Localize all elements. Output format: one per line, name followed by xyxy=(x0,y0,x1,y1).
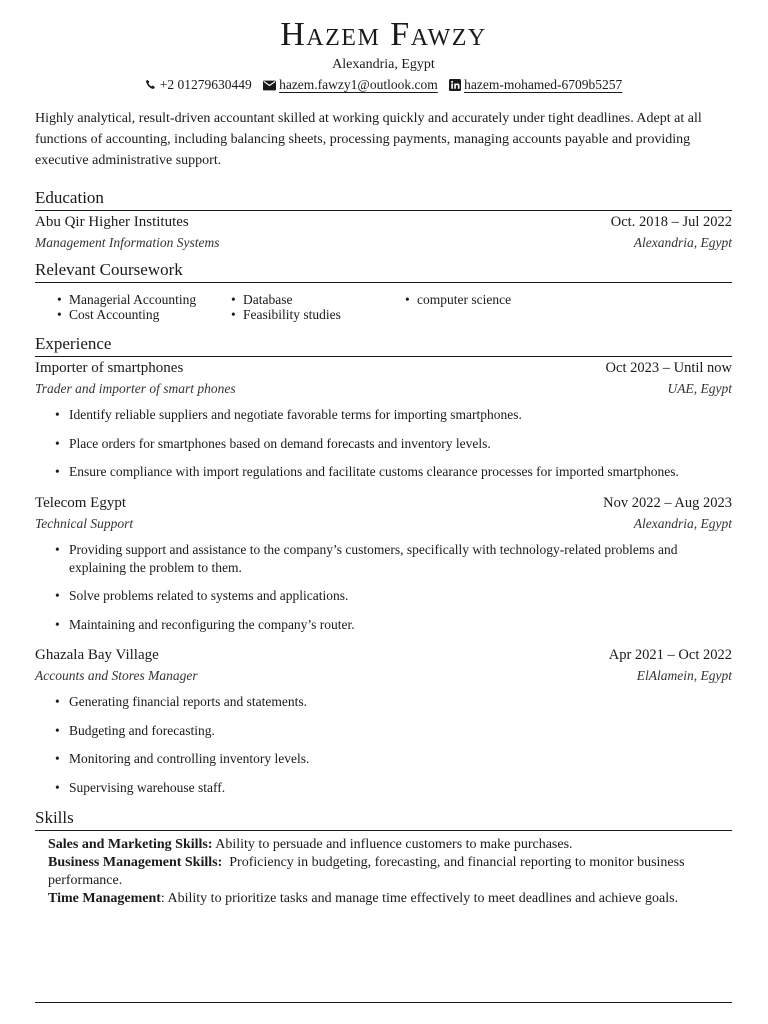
contact-line xyxy=(35,75,732,95)
job-place: Alexandria, Egypt xyxy=(633,515,732,531)
skill-item xyxy=(48,836,732,854)
course-item: • Database xyxy=(231,292,405,307)
job-place: ElAlamein, Egypt xyxy=(636,668,732,683)
bullet-item: • Supervising warehouse staff. xyxy=(55,779,732,797)
email-link[interactable]: hazem.fawzy1@outlook.com xyxy=(279,77,438,92)
bullet-item: • Ensure compliance with import regulations and facilitate customs clearance processes for imported smartphones. xyxy=(55,463,732,481)
job-organization: Telecom Egypt xyxy=(35,494,127,511)
job-bullets xyxy=(55,406,732,481)
job-entry xyxy=(35,492,732,634)
experience-heading: Experience xyxy=(35,333,732,357)
job-role: Technical Support xyxy=(35,515,134,531)
job-bullets xyxy=(55,541,732,634)
bullet-item: • Budgeting and forecasting. xyxy=(55,722,732,740)
bullet-item: • Generating financial reports and statements. xyxy=(55,693,732,711)
skill-item xyxy=(48,854,732,890)
bullet-item: • Place orders for smartphones based on demand forecasts and inventory levels. xyxy=(55,435,732,453)
job-bullets xyxy=(55,693,732,797)
course-item: • computer science xyxy=(405,292,579,307)
job-entry xyxy=(35,357,732,481)
education-heading: Education xyxy=(35,187,732,211)
bullet-item: • Monitoring and controlling inventory levels. xyxy=(55,750,732,768)
job-entry xyxy=(35,644,732,797)
candidate-name: Hazem Fawzy xyxy=(280,16,487,53)
job-dates: Oct 2023 – Until now xyxy=(605,360,732,376)
job-organization: Ghazala Bay Village xyxy=(35,647,159,663)
linkedin-icon xyxy=(449,79,461,91)
bullet-item: • Maintaining and reconfiguring the company’s router. xyxy=(55,616,732,634)
course-item: • Feasibility studies xyxy=(231,307,405,322)
envelope-icon xyxy=(263,80,276,91)
job-organization: Importer of smartphones xyxy=(35,360,184,376)
course-item: • Managerial Accounting xyxy=(57,292,231,307)
professional-summary: Highly analytical, result-driven accountant skilled at working quickly and accurately under tight deadlines. Adept at all functions of accounting, including balancing sheets, processing payments, managing accounts payable and providing executive administrative support. xyxy=(35,111,702,168)
bullet-item: • Solve problems related to systems and applications. xyxy=(55,587,732,605)
phone-icon xyxy=(145,79,157,91)
skills-heading: Skills xyxy=(35,807,732,831)
skill-text: : Ability to prioritize tasks and manage time effectively to meet deadlines and achieve goals. xyxy=(160,891,679,906)
linkedin-contact[interactable] xyxy=(449,75,622,95)
bullet-item: • Providing support and assistance to the company’s customers, specifically with technology-related problems and explaining the problem to them. xyxy=(55,541,732,577)
candidate-location: Alexandria, Egypt xyxy=(332,57,435,72)
skill-text: Ability to persuade and influence customers to make purchases. xyxy=(215,837,573,852)
skill-item xyxy=(48,890,732,908)
skill-label: Sales and Marketing Skills: xyxy=(48,837,213,852)
course-item: • Cost Accounting xyxy=(57,307,231,322)
coursework-heading: Relevant Coursework xyxy=(35,259,732,283)
education-dates: Oct. 2018 – Jul 2022 xyxy=(610,214,732,230)
bullet-item: • Identify reliable suppliers and negotiate favorable terms for importing smartphones. xyxy=(55,406,732,424)
linkedin-link[interactable]: hazem-mohamed-6709b5257 xyxy=(464,77,623,92)
skill-text: Proficiency in budgeting, forecasting, and financial reporting to monitor business performance. xyxy=(48,855,685,888)
phone-contact[interactable] xyxy=(145,75,252,95)
degree-name: Management Information Systems xyxy=(35,235,220,250)
coursework-list xyxy=(57,292,732,322)
education-place: Alexandria, Egypt xyxy=(633,235,732,250)
school-name: Abu Qir Higher Institutes xyxy=(35,214,189,230)
resume-page xyxy=(35,0,732,908)
job-dates: Apr 2021 – Oct 2022 xyxy=(608,647,732,663)
job-place: UAE, Egypt xyxy=(667,381,732,396)
skill-label: Time Management xyxy=(48,891,161,906)
phone-number: +2 01279630449 xyxy=(159,77,252,92)
email-contact[interactable] xyxy=(263,75,438,95)
job-role: Accounts and Stores Manager xyxy=(35,668,198,683)
skills-list xyxy=(48,836,732,908)
job-role: Trader and importer of smart phones xyxy=(35,381,236,396)
education-entry xyxy=(35,211,732,253)
footer-divider xyxy=(35,1002,732,1003)
job-dates: Nov 2022 – Aug 2023 xyxy=(603,494,732,511)
skill-label: Business Management Skills: xyxy=(48,855,223,870)
